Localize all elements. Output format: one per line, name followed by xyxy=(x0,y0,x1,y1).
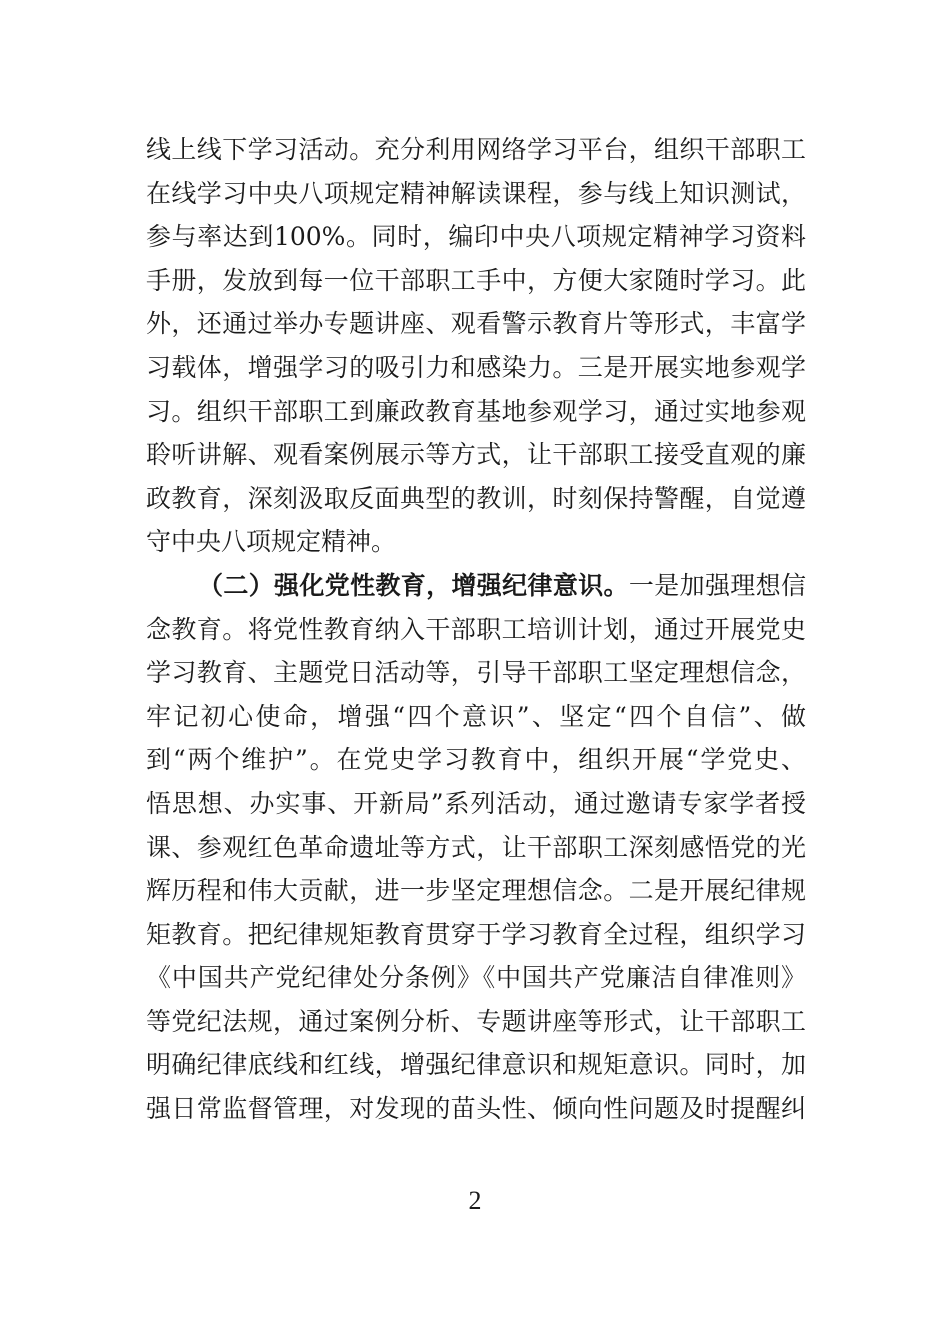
paragraph-line: 矩教育。把纪律规矩教育贯穿于学习教育全过程，组织学习 xyxy=(146,919,806,949)
paragraph-line: 线上线下学习活动。充分利用网络学习平台，组织干部职工 xyxy=(146,135,806,164)
page-number: 2 xyxy=(468,1186,482,1215)
paragraph-line: 参与率达到100%。同时，编印中央八项规定精神学习资料 xyxy=(146,222,806,252)
section-first-line-text: 一是加强理想信 xyxy=(628,570,806,600)
paragraph-line: 守中央八项规定精神。 xyxy=(146,527,397,557)
paragraph-line: 悟思想、办实事、开新局”系列活动，通过邀请专家学者授 xyxy=(146,788,806,818)
paragraph-line: 学习教育、主题党日活动等，引导干部职工坚定理想信念， xyxy=(146,658,806,688)
paragraph-line: 《中国共产党纪律处分条例》《中国共产党廉洁自律准则》 xyxy=(146,963,806,993)
paragraph-line: 强日常监督管理，对发现的苗头性、倾向性问题及时提醒纠 xyxy=(146,1094,806,1124)
body-text xyxy=(146,128,806,1131)
section-first-line xyxy=(146,564,806,608)
paragraph-line: 辉历程和伟大贡献，进一步坚定理想信念。二是开展纪律规 xyxy=(146,876,806,906)
paragraph-line: 在线学习中央八项规定精神解读课程，参与线上知识测试， xyxy=(146,178,806,208)
paragraph-line: 明确纪律底线和红线，增强纪律意识和规矩意识。同时，加 xyxy=(146,1050,806,1080)
paragraph-line: 外，还通过举办专题讲座、观看警示教育片等形式，丰富学 xyxy=(146,309,806,339)
paragraph-line: 习。组织干部职工到廉政教育基地参观学习，通过实地参观 xyxy=(146,396,806,426)
paragraph-line: 课、参观红色革命遗址等方式，让干部职工深刻感悟党的光 xyxy=(146,832,806,862)
paragraph-line: 到“两个维护”。在党史学习教育中，组织开展“学党史、 xyxy=(146,745,806,775)
paragraph-line: 聆听讲解、观看案例展示等方式，让干部职工接受直观的廉 xyxy=(146,440,806,470)
section-heading: （二）强化党性教育，增强纪律意识。 xyxy=(198,570,629,600)
paragraph-line: 牢记初心使命，增强“四个意识”、坚定“四个自信”、做 xyxy=(146,701,806,731)
paragraph-line: 等党纪法规，通过案例分析、专题讲座等形式，让干部职工 xyxy=(146,1006,806,1036)
paragraph-line: 念教育。将党性教育纳入干部职工培训计划，通过开展党史 xyxy=(146,614,806,644)
paragraph-line: 手册，发放到每一位干部职工手中，方便大家随时学习。此 xyxy=(146,265,806,295)
paragraph-line: 政教育，深刻汲取反面典型的教训，时刻保持警醒，自觉遵 xyxy=(146,483,806,513)
paragraph-line: 习载体，增强学习的吸引力和感染力。三是开展实地参观学 xyxy=(146,352,806,382)
